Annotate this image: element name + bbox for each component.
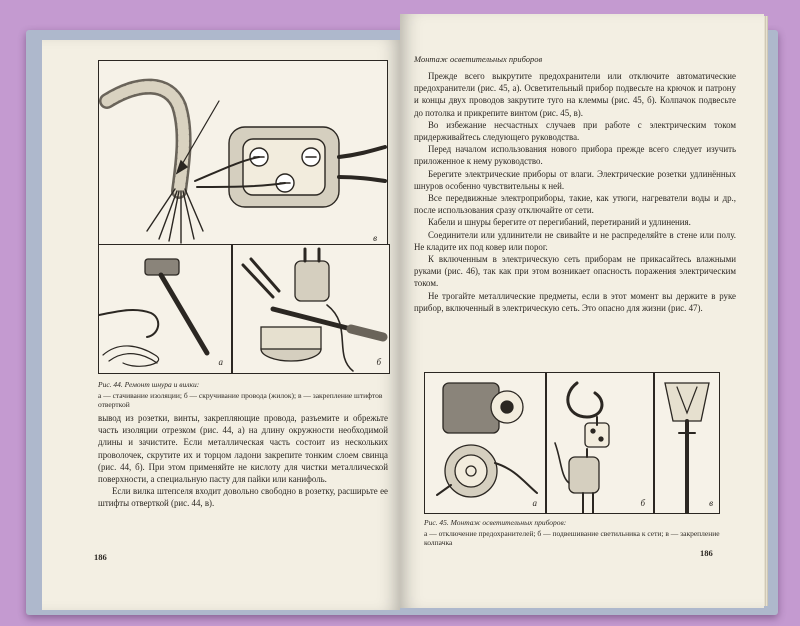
paragraph: Все передвижные электроприборы, такие, как утюги, нагреватели воды и др., после использования сразу отключайте от сети. [414, 193, 736, 216]
paragraph: К включенным в электрическую сеть приборам не прикасайтесь влажными руками (рис. 46), так как при этом возникает опасность поражения электрическим током. [414, 254, 736, 289]
figure-45-a [424, 372, 546, 514]
paragraph: Если вилка штепселя входит довольно свободно в розетку, расширьте ее штифты отверткой (рис. 44, в). [98, 486, 388, 509]
figure-letter: б [376, 357, 381, 367]
caption-title: Рис. 45. Монтаж осветительных приборов: [424, 518, 567, 527]
running-head: Монтаж осветительных приборов [414, 54, 543, 64]
paragraph: Во избежание несчастных случаев при работе с электрическим током придерживайтесь следующего руководства. [414, 119, 736, 143]
caption-legend: а — отключение предохранителей; б — подвешивание светильника к сети; в — закрепление колпачка [424, 529, 720, 547]
right-page [400, 14, 764, 608]
paragraph: Не трогайте металлические предметы, если в этот момент вы держите в руке прибор, включенный в электрическую сеть. Это опасно для жизни (рис. 47). [414, 290, 736, 313]
caption-legend: а — стачивание изоляции; б — скручивание провода (жилок); в — закрепление штифтов отверткой [98, 391, 383, 409]
figure-cord-repair-a [98, 244, 232, 374]
figure-cord-repair-b [232, 244, 390, 374]
figure-44-caption [98, 380, 388, 409]
paragraph: Прежде всего выкрутите предохранители или отключите автоматические предохранители (рис. 45, а). Осветительный прибор подвесьте на крючок и патрону и концы двух проводов закрутите туго на клеммы (рис. 45, б). Колпачок подвесьте до потолка и прикрепите винтом (рис. 45, в). [414, 71, 736, 118]
figure-letter: в [373, 233, 377, 243]
figure-letter: в [709, 498, 713, 508]
left-page [42, 40, 400, 610]
figure-letter: б [640, 498, 645, 508]
figure-45-c [654, 372, 720, 514]
figure-45-b [546, 372, 654, 514]
paragraph: вывод из розетки, винты, закрепляющие провода, разъемите и обрежьте часть изоляции отрезком (рис. 44, а) на длину окружности необходимой длины и зачистите. Если металлическая часть состоит из нескольких проволочек, скрутите их и торцом ладони закрепите тонким слоем свинца (рис. 44, б). При этом применяйте не кислоту для чистки металлической поверхности, а специальную пасту для пайки или канифоль. [98, 413, 388, 485]
paragraph: Кабели и шнуры берегите от перегибаний, перетираний и удлинения. [428, 217, 691, 228]
paragraph: Берегите электрические приборы от влаги. Электрические розетки удлинённых шнуров особенно чувствительны к ней. [414, 168, 736, 191]
page-number: 186 [94, 552, 107, 562]
paragraph: Соединители или удлинители не свивайте и не распределяйте в стене или полу. Не кладите их под ковер или порог. [414, 229, 736, 252]
left-body-text [98, 412, 388, 510]
paragraph: Перед началом использования нового прибора прежде всего следует изучить приложенное к нему руководство. [414, 144, 736, 167]
figure-letter: а [532, 498, 537, 508]
caption-title: Рис. 44. Ремонт шнура и вилки: [98, 380, 200, 389]
figure-letter: а [218, 357, 223, 367]
figure-45-caption [424, 518, 724, 547]
page-number: 186 [700, 548, 713, 558]
right-body-text [414, 70, 736, 314]
figure-plug-wiring [98, 60, 388, 250]
